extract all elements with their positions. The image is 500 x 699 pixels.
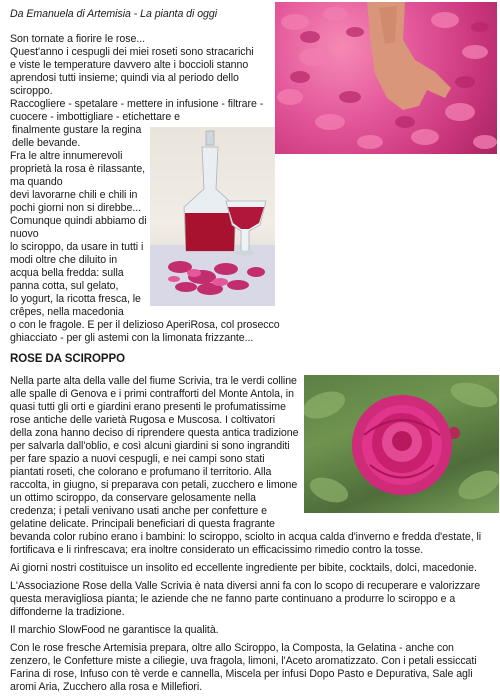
intro-line: Comunque quindi abbiamo di <box>10 215 147 227</box>
section-line: Nella parte alta della valle del fiume Scrivia, tra le verdi colline <box>10 375 297 387</box>
section-line: gelatine delicate. Principali beneficiari di questa fragrante <box>10 518 275 530</box>
section-line: piantati roseti, che colorano e profumano il territorio. Alla <box>10 466 272 478</box>
intro-line: modi oltre che diluito in <box>10 254 118 266</box>
intro-line: delle bevande. <box>12 137 81 149</box>
author-header: Da Emanuela di Artemisia - La pianta di oggi <box>10 8 218 20</box>
section-line: per salvarla dall'oblio, e così alcuni giardini si sono ingranditi <box>10 440 290 452</box>
section-line: rose antiche delle varietà Rugosa e Muscosa. I coltivatori <box>10 414 276 426</box>
intro-line: Raccogliere - spetalare - mettere in infusione - filtrare - <box>10 98 264 110</box>
association-line: questa meravigliosa pianta; le aziende che ne fanno parte continuano a produrre lo sciroppo e a <box>10 593 456 605</box>
intro-line: Fra le altre innumerevoli <box>10 150 123 162</box>
section-line: fortificava e li rinfrescava; era inoltre considerato un efficacissimo rimedio contro la tosse. <box>10 544 424 556</box>
intro-line: Son tornate a fiorire le rose... <box>10 33 146 45</box>
section-title: ROSE DA SCIROPPO <box>10 353 126 365</box>
rose-petals-hand-photo <box>275 2 497 154</box>
uses-paragraph: Ai giorni nostri costituisce un insolito ed eccellente ingrediente per bibite, cocktails, dolci, macedonie. <box>10 562 477 574</box>
intro-line: e viste le temperature davvero alte i boccioli stanno <box>10 59 249 71</box>
products-line: Farina di rose, Infuso con tè verde e cannella, Miscela per infusi Dopo Pasto e Depurativa, Sale agli <box>10 668 473 680</box>
association-line: L'Associazione Rose della Valle Scrivia è nata diversi anni fa con lo scopo di recuperare e valorizzare <box>10 580 481 592</box>
association-line: diffonderne la tradizione. <box>10 606 125 618</box>
intro-line: Quest'anno i cespugli dei miei roseti sono stracarichi <box>10 46 254 58</box>
intro-line: pochi giorni non si direbbe... <box>10 202 142 214</box>
intro-line: devi lavorarne chili e chili in <box>10 189 138 201</box>
slowfood-paragraph: Il marchio SlowFood ne garantisce la qualità. <box>10 624 219 636</box>
intro-line: nuovo <box>10 228 39 240</box>
intro-line: sciroppo. <box>10 85 53 97</box>
section-line: per fare spazio a nuovi cespugli, e nei campi sono stati <box>10 453 265 465</box>
section-line: quasi tutti gli orti e giardini erano presenti le profumatissime <box>10 401 286 413</box>
intro-line: cuocere - imbottigliare - etichettare e <box>10 111 180 123</box>
section-line: alle spalle di Genova e i primi contrafforti del Monte Antola, in <box>10 388 294 400</box>
intro-line: finalmente gustare la regina <box>12 124 142 136</box>
section-line: un ottimo sciroppo, da conservare gelosamente nella <box>10 492 256 504</box>
intro-line: o con le fragole. E per il delizioso AperiRosa, col prosecco <box>10 319 280 331</box>
intro-line: panna cotta, sul gelato, <box>10 280 119 292</box>
intro-line: acqua bella fredda: sulla <box>10 267 124 279</box>
intro-line: crêpes, nella macedonia <box>10 306 124 318</box>
products-line: aromi Aria, Zucchero alla rosa e Millefiori. <box>10 681 203 693</box>
section-line: della zona hanno deciso di riprendere questa antica tradizione <box>10 427 299 439</box>
intro-line: proprietà la rosa è rilassante, <box>10 163 146 175</box>
intro-line: lo sciroppo, da usare in tutti i <box>10 241 144 253</box>
intro-line: ghiacciato - per gli astemi con la limonata frizzante... <box>10 332 254 344</box>
section-line: credenza; i petali venivano usati anche per confetture e <box>10 505 267 517</box>
intro-line: aprendosi tutti insieme; quindi via al periodo dello <box>10 72 239 84</box>
section-line: raccolta, in giugno, si preparava con petali, zucchero e limone <box>10 479 298 491</box>
pink-rose-flower-photo <box>304 375 499 513</box>
products-line: Con le rose fresche Artemisia prepara, oltre allo Sciroppo, la Composta, la Gelatina - anche con <box>10 642 454 654</box>
intro-line: ma quando <box>10 176 63 188</box>
products-line: zenzero, le Confetture miste a ciliegie, uva fragola, limoni, l'Aceto aromatizzato. Con i petali essiccati <box>10 655 477 667</box>
intro-line: lo yogurt, la ricotta fresca, le <box>10 293 141 305</box>
rose-syrup-decanter-photo <box>150 127 275 306</box>
section-line: bevanda color rubino erano i bambini: lo sciroppo, sciolto in acqua calda d'inverno e fredda d'estate, li <box>10 531 482 543</box>
